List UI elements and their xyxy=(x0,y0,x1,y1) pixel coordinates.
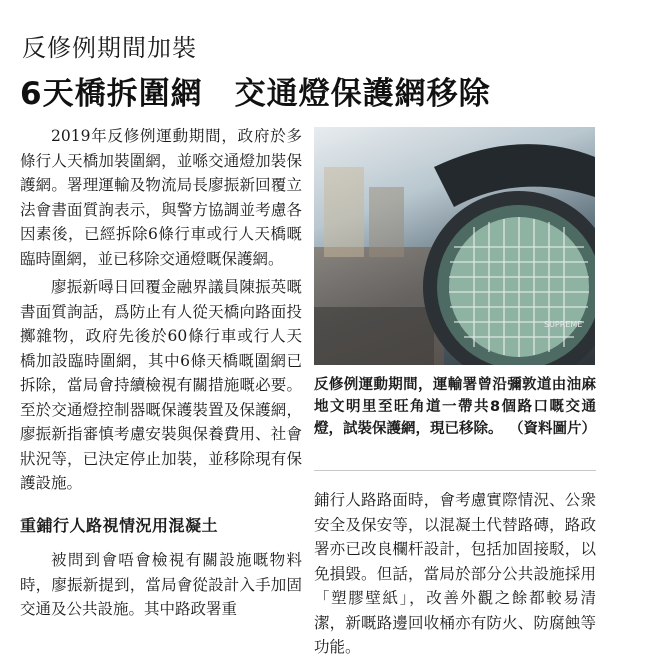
photo-caption xyxy=(314,374,596,440)
traffic-light-brand-mark: SUPREME xyxy=(544,320,583,329)
caption-credit: （資料圖片） xyxy=(509,421,596,437)
body-paragraph: 2019年反修例運動期間，政府於多條行人天橋加裝圍網，並喺交通燈加裝保護網。署理運輸及物流局長廖振新回覆立法會書面質詢表示，與警方協調並考慮各因素後，已經拆除6條行車或行人天橋嘅臨時圍網，並已移除交通燈嘅保護網。 xyxy=(20,127,302,268)
body-paragraph: 廖振新噚日回覆金融界議員陳振英嘅書面質詢話，爲防止有人從天橋向路面投擲雜物，政府先後於60條行車或行人天橋加設臨時圍網，其中6條天橋嘅圍網已拆除，當局會持續檢視有關措施嘅必要。至於交通燈控制器嘅保護裝置及保護網，廖振新指審慎考慮安裝與保養費用、社會狀況等，已決定停止加裝，並移除現有保護設施。 xyxy=(20,278,302,492)
body-paragraph: 鋪行人路路面時，會考慮實際情況、公衆安全及保安等，以混凝土代替路磚，路政署亦已改良欄杆設計，包括加固接駁，以免損毀。但話，當局於部分公共設施採用「塑膠壁紙」，改善外觀之餘都較易清潔，新嘅路邊回收桶亦有防火、防腐蝕等功能。 xyxy=(314,491,596,656)
caption-divider xyxy=(314,470,596,471)
right-column xyxy=(314,488,596,664)
subheading: 重鋪行人路視情況用混凝土 xyxy=(20,515,219,535)
left-column xyxy=(20,124,302,626)
traffic-light-photo xyxy=(314,127,595,365)
traffic-light-photo-icon xyxy=(314,127,595,365)
section-kicker: 反修例期間加裝 xyxy=(22,34,197,62)
caption-text: 反修例運動期間，運輸署曾沿彌敦道由油麻地文明里至旺角道一帶共8個路口嘅交通燈，試裝保護網，現已移除。 xyxy=(314,377,596,437)
body-paragraph: 被問到會唔會檢視有關設施嘅物料時，廖振新提到，當局會從設計入手加固交通及公共設施。其中路政署重 xyxy=(20,551,302,618)
headline: 6天橋拆圍網 交通燈保護網移除 xyxy=(20,76,491,112)
